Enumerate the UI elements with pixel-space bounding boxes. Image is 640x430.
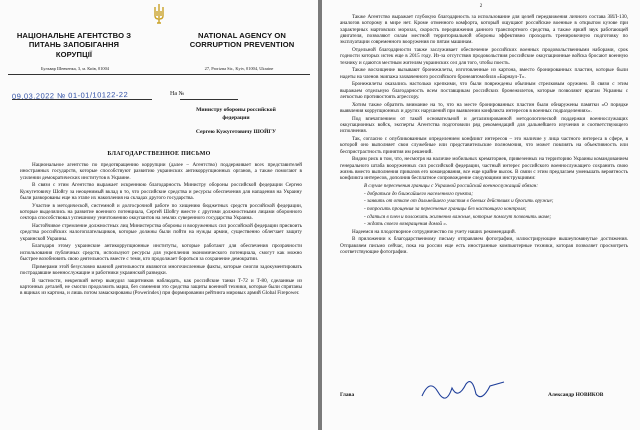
agency-ua-line: КОРУПЦІЇ [55,49,93,59]
trident-emblem-icon [152,3,166,25]
recipient-line: федерации [222,115,250,121]
instruction-item: - сдаться в плен и положить жизненно важные, которые помогут позвонить маме; [364,213,552,220]
instruction-item: - заявить от отказе от дальнейшего участия в боевых действиях и бросить оружие; [364,198,554,205]
body-paragraph: Отдельной благодарности также заслуживает обеспечение российских военных продовольственными наборами, срок годности которых истек еще в 2015 году. Из-за отсутствия продовольствия российские оккупационные войска бросают военную технику и сдаются местным жителям украинских сел для того, чтобы поесть. [340,47,628,66]
recipient-line: Министру обороны российской [196,107,276,113]
letter-body-page-2 [340,14,628,257]
body-paragraph: Хотим также обратить внимание на то, что на месте бронированных пластин были обнаружены памятки «О порядке выявления коррупционных и других нарушений при выявлении конфликта интересов в военных подразделениях». [340,101,628,114]
handwritten-signature-icon [418,374,508,404]
agency-en-line: CORRUPTION PREVENTION [189,40,295,50]
body-paragraph: Бронежилеты оказались настолько крепкими, что были повреждены обычным стрелковым оружием. В связи с этим выражаем отдельную благодарность всем поставщикам российских бронежилетов, которые позволяют врагам Украины с легкостью противостоять агрессору. [340,81,628,101]
body-paragraph: Так, согласно с опубликованным определением конфликт интересов – это наличие у лица частного интереса в сфере, в которой оно выполняет свои служебные или представительские полномочия, что может повлиять на объективность или беспристрастность принятия им решений. [340,135,628,155]
agency-ua-line: ПИТАНЬ ЗАПОБІГАННЯ [28,40,120,50]
body-paragraph: Настойчивое стремление должностных лиц Министерства обороны и вооруженных сил российской федерации присвоить средства российских налогоплательщиков, которые должны были пойти на нужды армии, существенно облегчает защиту украинской Украины. [20,222,302,242]
body-paragraph: Национальное агентство по предотвращению коррупции (далее – Агентство) поддерживает всех представителей иностранных государств, которые способствуют развитию украинских антикоррупционных органов, а также помогают в усилении демократических институтов в Украине. [20,162,302,181]
agency-en-line: NATIONAL AGENCY ON [197,31,286,40]
body-paragraph: В связи с этим Агентство выражает искреннюю благодарность Министру обороны российской федерации Сергею Кужугетовичу Шойгу за неоценимый вклад в то, что российские средства и ресурсы обеспечения для нападения на Украину были разворованы еще на этапе их накопления на складах другого государства. [20,182,302,202]
agency-ua-line: НАЦІОНАЛЬНЕ АГЕНТСТВО З [16,31,132,40]
closing-paragraph: В приложении к благодарственному письму отправляем фотографии, иллюстрирующие вышеупомянутые достижения. Отправляем письмо сейчас, пока на россии еще есть иностранные компьютерные техники, которая позволяет просмотреть соответствующие фотографии. [340,236,628,256]
reference-to-label: На № [170,91,185,97]
instruction-item: - добраться до ближайшего населенного пункта; [364,190,473,197]
instruction-item: В случае пересечения границы с Украиной российский военнослужащий обязан: [364,182,538,189]
page-number: 2 [479,4,483,9]
closing-paragraph: Надеемся на плодотворное сотрудничество по учету наших рекомендаций. [352,228,516,235]
reference-underline [12,99,152,100]
instruction-item: - ждать своего возвращения домой ». [364,221,448,228]
agency-name-ua [4,31,144,59]
letter-body-page-1 [20,162,302,298]
letter-page-1 [0,0,318,430]
recipient-block [176,106,296,136]
body-paragraph: Благодаря этому украинские антикоррупционные институты, которые работают для обеспечения прозрачности использования публичных средств, используют ресурсы для укрепления экономического потенциала, смогут как можно быстрее возобновить свою деятельность вместе с теми, кто продолжает бороться за сохранение демократии. [20,243,302,262]
address-en: 27, Prorizna Str., Kyiv, 01004, Ukraine [204,66,274,71]
letter-page-2 [322,0,640,430]
signature-name: Александр НОВИКОВ [548,392,604,398]
body-paragraph: Под впечатлением от такой основательной и детализированной методологической поддержки военнослужащих оккупационных войск, эксперты Агентства подготовили ряд рекомендаций для дальнейшего изучения и соответствующего исполнения. [340,115,628,135]
reference-to-underline [180,99,238,100]
address-ua: Бульвар Шевченка, 3, м. Київ, 01004 [41,66,109,71]
body-paragraph: Видим риск в том, что, несмотря на наличие мобильных крематориев, привезенных на территорию Украины командованием генерального штаба вооруженных сил российской федерации, частный интерес российского военнослужащего сохранить свою жизнь вместо выполнения приказов его командования, все еще крайне высок. В связи с этим предлагаем уменьшать вероятность конфликта интересов, дополнив бесплатное сопровождение следующими инструкциями: [340,156,628,182]
body-paragraph: Участие в методической, системной и долгосрочной работе по хищению бюджетных средств российской федерации, которые выделялись на развитие военного потенциала, Сергей Шойгу вместе с другими должностными лицами оборонного сектора способствовал успешному уничтожению оккупантов на землях суверенного государства Украина. [20,202,302,222]
body-paragraph: Примерами этой безусловно важной деятельности являются многочисленные факты, которые смогли задокументировать пострадавшие военнослужащие и работники украинской разведки. [20,263,302,276]
document-title: БЛАГОДАРСТВЕННОЕ ПИСЬМО [107,151,211,157]
body-paragraph: Также восхищение вызывают бронежилеты, изготовленные из картона, вместо бронированных пластин, которые были надеты на членов экипажа захваченного российского бронеавтомобиля «Барнаул-Т». [340,67,628,80]
signature-role: Глава [340,392,355,398]
instruction-item: - попросить прощения за пересечение границы без настоящего контроля; [364,205,527,212]
reference-stamp: 09.03.2022 № 01-01/10122-22 [11,89,129,102]
agency-name-en [172,31,312,50]
body-paragraph: Также Агентство выражает глубокую благодарность за использование для целей передвижения личного состава ЗИЛ-130, аналогов которому в мире нет. Кроме отменного комфорта, который ощущают российские военные в открытом кузове при характерных мартовских морозах, скорость передвижения данного транспортного средства, а также яркий звук работающей двигателя, позволяют силам местной территориальной обороны эффективно проходить тренировочную подготовку по эксплуатации современного вооружения по пятам машинам. [340,14,628,46]
header-divider [8,74,310,75]
body-paragraph: В частности, некрепкий ветер вынудил защитников наблюдать, как российские танки Т-72 и Т-80, сделанные из картонных деталей, не смогли продолжить марш, без сомнения это средства защиты военной техники, которые были спрятаны в ящиках из картона, и лишь потом замаскированы (Powerindex) при формировании рейтинга мировых армий Global Firepower. [20,277,302,297]
recipient-name: Сергею Кужугетовичу ШОЙГУ [195,129,277,135]
